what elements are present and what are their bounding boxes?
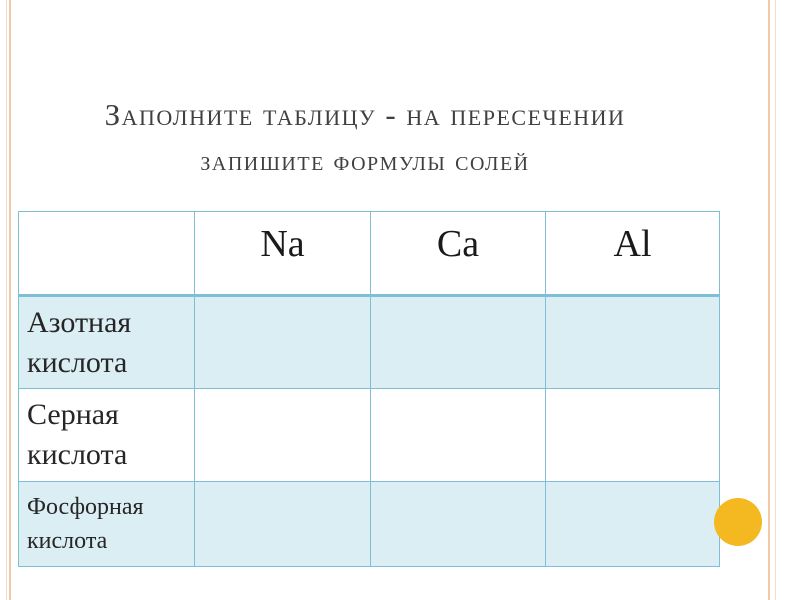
table-row-phosphoric-acid — [19, 482, 720, 567]
slide-title-line-2: запишите формулы солей — [200, 145, 530, 177]
row-label-line-2: кислота — [27, 345, 128, 379]
cell-nitric-ca[interactable] — [371, 296, 546, 389]
row-label-line-2: кислота — [27, 438, 128, 471]
row-label-sulfuric-acid — [19, 389, 195, 482]
cell-nitric-al[interactable] — [546, 296, 720, 389]
slide-title-line-1: Заполните таблицу - на пересечении — [104, 97, 626, 132]
cell-phosphoric-ca[interactable] — [371, 482, 546, 567]
slide-title — [40, 92, 690, 184]
header-cell-ca: Ca — [371, 212, 546, 296]
row-label-nitric-acid — [19, 296, 195, 389]
header-cell-al: Al — [546, 212, 720, 296]
cell-phosphoric-al[interactable] — [546, 482, 720, 567]
left-frame-border — [0, 0, 11, 600]
table-row-nitric-acid — [19, 296, 720, 389]
row-label-line-2: кислота — [27, 528, 108, 554]
cell-sulfuric-al[interactable] — [546, 389, 720, 482]
salts-table — [18, 211, 720, 567]
cell-sulfuric-ca[interactable] — [371, 389, 546, 482]
header-cell-na: Na — [195, 212, 371, 296]
orange-circle-decoration — [714, 498, 762, 546]
table-row-sulfuric-acid — [19, 389, 720, 482]
cell-sulfuric-na[interactable] — [195, 389, 371, 482]
table-header-row — [19, 212, 720, 296]
row-label-line-1: Фосфорная — [27, 494, 144, 520]
right-frame-border — [768, 0, 800, 600]
row-label-line-1: Азотная — [27, 305, 132, 339]
cell-nitric-na[interactable] — [195, 296, 371, 389]
row-label-line-1: Серная — [27, 398, 119, 431]
cell-phosphoric-na[interactable] — [195, 482, 371, 567]
header-cell-empty — [19, 212, 195, 296]
row-label-phosphoric-acid — [19, 482, 195, 567]
